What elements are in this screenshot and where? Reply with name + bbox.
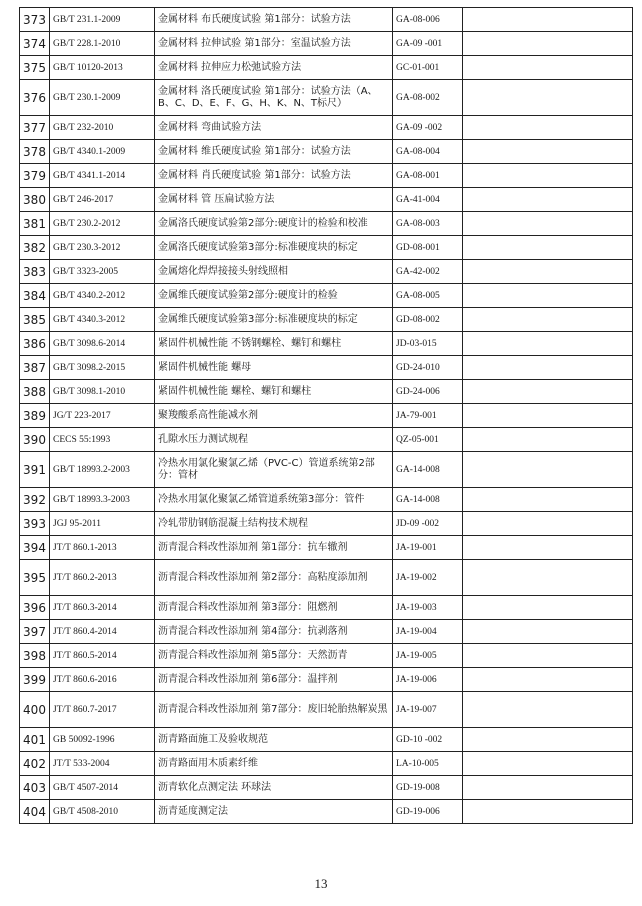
blank-cell — [463, 536, 633, 560]
category-code: JA-19-005 — [393, 644, 463, 668]
table-row — [20, 428, 633, 452]
blank-cell — [463, 800, 633, 824]
blank-cell — [463, 620, 633, 644]
blank-cell — [463, 332, 633, 356]
table-row — [20, 692, 633, 728]
row-number: 392 — [20, 488, 50, 512]
category-code: JA-79-001 — [393, 404, 463, 428]
standard-name: 沥青混合料改性添加剂 第7部分：废旧轮胎热解炭黑 — [155, 692, 393, 728]
category-code: GA-14-008 — [393, 488, 463, 512]
standard-name: 孔隙水压力测试规程 — [155, 428, 393, 452]
table-row — [20, 260, 633, 284]
category-code: GA-09 -001 — [393, 32, 463, 56]
row-number: 399 — [20, 668, 50, 692]
standard-code: GB/T 10120-2013 — [50, 56, 155, 80]
standard-name: 聚羧酸系高性能减水剂 — [155, 404, 393, 428]
standard-name: 金属材料 维氏硬度试验 第1部分：试验方法 — [155, 140, 393, 164]
standard-code: JT/T 860.1-2013 — [50, 536, 155, 560]
blank-cell — [463, 668, 633, 692]
standard-code: JT/T 860.3-2014 — [50, 596, 155, 620]
standard-name: 金属材料 管 压扁试验方法 — [155, 188, 393, 212]
category-code: GD-08-001 — [393, 236, 463, 260]
category-code: GA-08-001 — [393, 164, 463, 188]
standard-name: 沥青混合料改性添加剂 第2部分：高粘度添加剂 — [155, 560, 393, 596]
table-row — [20, 8, 633, 32]
row-number: 398 — [20, 644, 50, 668]
standard-code: GB/T 4340.1-2009 — [50, 140, 155, 164]
standard-name: 金属熔化焊焊接接头射线照相 — [155, 260, 393, 284]
standard-name: 沥青路面用木质素纤维 — [155, 752, 393, 776]
standard-code: JT/T 860.7-2017 — [50, 692, 155, 728]
row-number: 378 — [20, 140, 50, 164]
category-code: GA-42-002 — [393, 260, 463, 284]
table-row — [20, 728, 633, 752]
blank-cell — [463, 8, 633, 32]
category-code: JA-19-006 — [393, 668, 463, 692]
standard-code: JG/T 223-2017 — [50, 404, 155, 428]
table-row — [20, 212, 633, 236]
standard-code: JT/T 860.4-2014 — [50, 620, 155, 644]
table-row — [20, 512, 633, 536]
category-code: JA-19-003 — [393, 596, 463, 620]
blank-cell — [463, 380, 633, 404]
category-code: JD-03-015 — [393, 332, 463, 356]
row-number: 394 — [20, 536, 50, 560]
blank-cell — [463, 260, 633, 284]
standard-code: JT/T 860.2-2013 — [50, 560, 155, 596]
table-row — [20, 380, 633, 404]
row-number: 385 — [20, 308, 50, 332]
row-number: 402 — [20, 752, 50, 776]
table-row — [20, 668, 633, 692]
category-code: GD-08-002 — [393, 308, 463, 332]
standard-name: 冷热水用氯化聚氯乙烯管道系统第3部分：管件 — [155, 488, 393, 512]
table-row — [20, 140, 633, 164]
table-row — [20, 404, 633, 428]
category-code: JA-19-001 — [393, 536, 463, 560]
standard-name: 沥青混合料改性添加剂 第4部分：抗剥落剂 — [155, 620, 393, 644]
row-number: 404 — [20, 800, 50, 824]
standard-code: GB/T 230.3-2012 — [50, 236, 155, 260]
category-code: JD-09 -002 — [393, 512, 463, 536]
standard-name: 金属洛氏硬度试验第2部分:硬度计的检验和校准 — [155, 212, 393, 236]
standards-table — [19, 7, 633, 824]
blank-cell — [463, 188, 633, 212]
category-code: GC-01-001 — [393, 56, 463, 80]
standard-code: GB/T 4508-2010 — [50, 800, 155, 824]
row-number: 401 — [20, 728, 50, 752]
category-code: GA-14-008 — [393, 452, 463, 488]
standard-name: 冷轧带肋钢筋混凝土结构技术规程 — [155, 512, 393, 536]
category-code: GD-24-006 — [393, 380, 463, 404]
standard-code: CECS 55:1993 — [50, 428, 155, 452]
blank-cell — [463, 284, 633, 308]
standard-name: 金属材料 拉伸试验 第1部分：室温试验方法 — [155, 32, 393, 56]
standards-table-body — [20, 8, 633, 824]
standard-name: 沥青混合料改性添加剂 第6部分：温拌剂 — [155, 668, 393, 692]
standard-name: 金属材料 弯曲试验方法 — [155, 116, 393, 140]
standard-name: 紧固件机械性能 不锈钢螺栓、螺钉和螺柱 — [155, 332, 393, 356]
category-code: GA-41-004 — [393, 188, 463, 212]
blank-cell — [463, 404, 633, 428]
category-code: QZ-05-001 — [393, 428, 463, 452]
blank-cell — [463, 236, 633, 260]
row-number: 383 — [20, 260, 50, 284]
blank-cell — [463, 560, 633, 596]
standard-name: 紧固件机械性能 螺栓、螺钉和螺柱 — [155, 380, 393, 404]
category-code: JA-19-002 — [393, 560, 463, 596]
category-code: GD-19-006 — [393, 800, 463, 824]
blank-cell — [463, 452, 633, 488]
row-number: 373 — [20, 8, 50, 32]
row-number: 384 — [20, 284, 50, 308]
standard-code: GB/T 230.2-2012 — [50, 212, 155, 236]
category-code: GA-08-003 — [393, 212, 463, 236]
category-code: JA-19-007 — [393, 692, 463, 728]
blank-cell — [463, 212, 633, 236]
table-row — [20, 560, 633, 596]
row-number: 381 — [20, 212, 50, 236]
blank-cell — [463, 56, 633, 80]
category-code: GA-08-002 — [393, 80, 463, 116]
table-row — [20, 164, 633, 188]
standard-code: GB/T 228.1-2010 — [50, 32, 155, 56]
standard-code: JGJ 95-2011 — [50, 512, 155, 536]
table-row — [20, 32, 633, 56]
standard-code: GB/T 18993.3-2003 — [50, 488, 155, 512]
standard-code: GB/T 231.1-2009 — [50, 8, 155, 32]
standard-code: GB/T 232-2010 — [50, 116, 155, 140]
row-number: 375 — [20, 56, 50, 80]
blank-cell — [463, 776, 633, 800]
standard-code: GB/T 4507-2014 — [50, 776, 155, 800]
standard-name: 金属材料 肖氏硬度试验 第1部分：试验方法 — [155, 164, 393, 188]
standard-name: 紧固件机械性能 螺母 — [155, 356, 393, 380]
table-row — [20, 356, 633, 380]
table-row — [20, 188, 633, 212]
row-number: 380 — [20, 188, 50, 212]
row-number: 389 — [20, 404, 50, 428]
standard-code: JT/T 533-2004 — [50, 752, 155, 776]
row-number: 395 — [20, 560, 50, 596]
standard-code: GB/T 230.1-2009 — [50, 80, 155, 116]
row-number: 386 — [20, 332, 50, 356]
row-number: 390 — [20, 428, 50, 452]
category-code: JA-19-004 — [393, 620, 463, 644]
standard-code: GB/T 4341.1-2014 — [50, 164, 155, 188]
blank-cell — [463, 140, 633, 164]
row-number: 382 — [20, 236, 50, 260]
standard-name: 金属洛氏硬度试验第3部分:标准硬度块的标定 — [155, 236, 393, 260]
row-number: 379 — [20, 164, 50, 188]
standard-code: GB/T 18993.2-2003 — [50, 452, 155, 488]
blank-cell — [463, 116, 633, 140]
blank-cell — [463, 644, 633, 668]
table-row — [20, 80, 633, 116]
standard-name: 沥青延度测定法 — [155, 800, 393, 824]
table-row — [20, 596, 633, 620]
blank-cell — [463, 308, 633, 332]
standard-code: GB/T 3323-2005 — [50, 260, 155, 284]
table-row — [20, 536, 633, 560]
table-row — [20, 332, 633, 356]
blank-cell — [463, 596, 633, 620]
standard-name: 沥青路面施工及验收规范 — [155, 728, 393, 752]
standard-code: GB/T 3098.6-2014 — [50, 332, 155, 356]
row-number: 374 — [20, 32, 50, 56]
standard-name: 金属维氏硬度试验第3部分:标准硬度块的标定 — [155, 308, 393, 332]
table-row — [20, 236, 633, 260]
row-number: 376 — [20, 80, 50, 116]
category-code: GA-08-006 — [393, 8, 463, 32]
standard-name: 金属维氏硬度试验第2部分:硬度计的检验 — [155, 284, 393, 308]
blank-cell — [463, 512, 633, 536]
page-number: 13 — [314, 876, 328, 891]
table-row — [20, 800, 633, 824]
standard-code: GB/T 3098.1-2010 — [50, 380, 155, 404]
table-row — [20, 452, 633, 488]
standard-code: JT/T 860.6-2016 — [50, 668, 155, 692]
standard-code: GB/T 4340.2-2012 — [50, 284, 155, 308]
category-code: GD-10 -002 — [393, 728, 463, 752]
table-row — [20, 644, 633, 668]
category-code: GA-08-005 — [393, 284, 463, 308]
standard-code: GB/T 246-2017 — [50, 188, 155, 212]
standard-name: 沥青混合料改性添加剂 第3部分：阻燃剂 — [155, 596, 393, 620]
blank-cell — [463, 488, 633, 512]
table-row — [20, 116, 633, 140]
blank-cell — [463, 164, 633, 188]
row-number: 388 — [20, 380, 50, 404]
blank-cell — [463, 752, 633, 776]
row-number: 403 — [20, 776, 50, 800]
row-number: 397 — [20, 620, 50, 644]
table-row — [20, 620, 633, 644]
blank-cell — [463, 428, 633, 452]
standard-name: 金属材料 洛氏硬度试验 第1部分：试验方法（A、B、C、D、E、F、G、H、K、N、T标尺） — [155, 80, 393, 116]
standard-code: GB 50092-1996 — [50, 728, 155, 752]
standard-name: 沥青软化点测定法 环球法 — [155, 776, 393, 800]
standard-code: GB/T 3098.2-2015 — [50, 356, 155, 380]
row-number: 400 — [20, 692, 50, 728]
row-number: 393 — [20, 512, 50, 536]
table-row — [20, 776, 633, 800]
blank-cell — [463, 32, 633, 56]
table-row — [20, 488, 633, 512]
table-row — [20, 56, 633, 80]
blank-cell — [463, 692, 633, 728]
standard-name: 金属材料 拉伸应力松弛试验方法 — [155, 56, 393, 80]
row-number: 396 — [20, 596, 50, 620]
standard-name: 沥青混合料改性添加剂 第5部分：天然沥青 — [155, 644, 393, 668]
standard-code: GB/T 4340.3-2012 — [50, 308, 155, 332]
row-number: 391 — [20, 452, 50, 488]
row-number: 387 — [20, 356, 50, 380]
standard-code: JT/T 860.5-2014 — [50, 644, 155, 668]
table-row — [20, 752, 633, 776]
row-number: 377 — [20, 116, 50, 140]
category-code: GD-19-008 — [393, 776, 463, 800]
table-row — [20, 284, 633, 308]
standard-name: 冷热水用氯化聚氯乙烯（PVC-C）管道系统第2部分：管材 — [155, 452, 393, 488]
blank-cell — [463, 728, 633, 752]
category-code: GA-09 -002 — [393, 116, 463, 140]
standard-name: 金属材料 布氏硬度试验 第1部分：试验方法 — [155, 8, 393, 32]
standard-name: 沥青混合料改性添加剂 第1部分：抗车辙剂 — [155, 536, 393, 560]
category-code: LA-10-005 — [393, 752, 463, 776]
blank-cell — [463, 80, 633, 116]
table-row — [20, 308, 633, 332]
blank-cell — [463, 356, 633, 380]
category-code: GA-08-004 — [393, 140, 463, 164]
category-code: GD-24-010 — [393, 356, 463, 380]
